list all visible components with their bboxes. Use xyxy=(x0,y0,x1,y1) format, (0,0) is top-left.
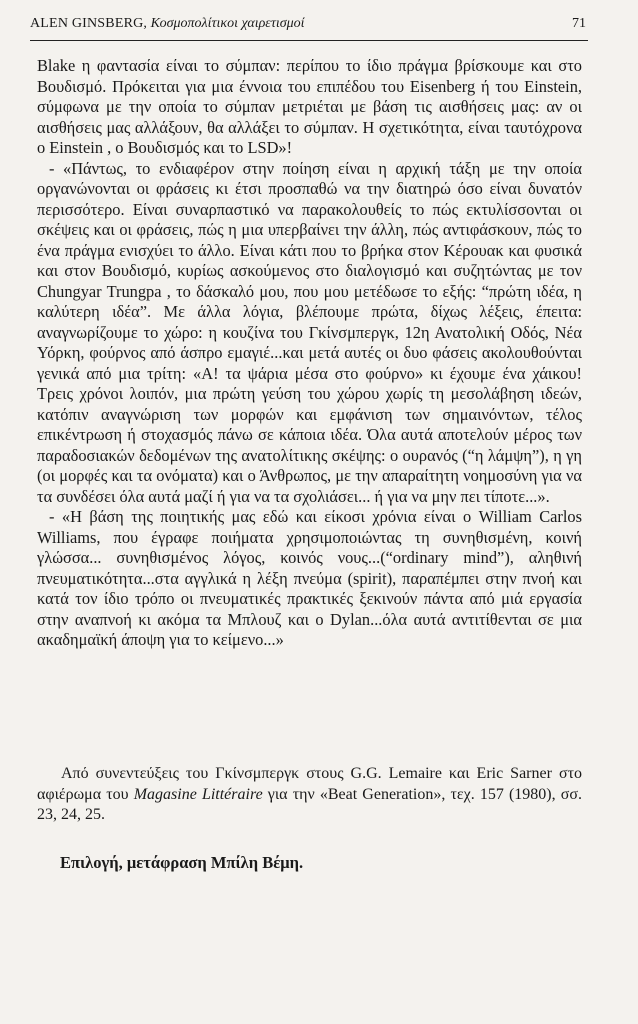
header-rule xyxy=(30,40,588,41)
source-before: Από συνεντεύξεις του Γκίνσμπεργκ στους G.G. Lemaire και Eric Sarner στο αφιέρωμα του xyxy=(37,765,582,803)
source-after: για την «Beat Generation», τεχ. 157 (1980), σσ. 23, 24, 25. xyxy=(37,785,583,823)
body-text xyxy=(37,56,582,651)
translation-credit: Επιλογή, μετάφραση Μπίλη Βέμη. xyxy=(60,853,304,872)
paragraph-1: Blake η φαντασία είναι το σύμπαν: περίπου το ίδιο πράγμα βρίσκουμε και στο Βουδισμό. Πρόκειται για μια έννοια του επιπέδου του Eisenberg ή του Einstein, σύμφωνα με την οποία το σύμπαν μετριέται με βάση τις αισθήσεις μας: αν οι αισθήσεις μας αλλάξουν, θα αλλάξει το σύμπαν. Η σχετικότητα, είναι ταυτόχρονα ο Einstein , ο Βουδισμός και το LSD»! xyxy=(37,56,582,157)
header-author: ALEN GINSBERG, xyxy=(30,16,148,31)
paragraph-3: - «Η βάση της ποιητικής μας εδώ και είκοσι χρόνια είναι ο William Carlos Williams, που έγραφε ποιήματα χρησιμοποιώντας τη συνηθισμένη, κοινή γλώσσα... συνηθισμένος λόγος, κοινός νους...(“ordinary mind”), αληθινή πνευματικότητα...στα αγγλικά η λέξη πνεύμα (spirit), παραπέμπει στην πνοή και κατά τον ίδιο τρόπο οι πνευματικές πρακτικές ξεκινούν πάντα από μιά εργασία στην αναπνοή κι ακόμα τα Μπλουζ και ο Dylan...όλα αυτά αντιτίθενται σε μια ακαδημαϊκή άποψη για το κείμενο...» xyxy=(37,507,582,649)
page-number: 71 xyxy=(572,16,586,31)
paragraph-2: - «Πάντως, το ενδιαφέρον στην ποίηση είναι η αρχική τάξη με την οποία οργανώνονται οι φράσεις κι έτσι προσπαθώ να την διατηρώ όσο είναι δυνατόν περισσότερο. Είναι συναρπαστικό να παρακολουθείς το πώς εκτυλίσσονται οι σκέψεις και οι φράσεις, πώς η μια υπερβαίνει την άλλη, πώς αντιφάσκουν, πώς το ένα πράγμα ενισχύει το άλλο. Είναι κάτι που το βρήκα στον Κέρουακ και φυσικά και στον Βουδισμό, κυρίως ασκούμενος στο διαλογισμό και συζητώντας με τον Chungyar Trungpa , το δάσκαλό μου, που μου μετέδωσε το εξής: “πρώτη ιδέα, η καλύτερη ιδέα”. Με άλλα λόγια, βλέπουμε πρώτα, δίχως λέξεις, έπειτα: αναγνωρίζουμε το χώρο: η κουζίνα του Γκίνσμπεργκ, 12η Ανατολική Οδός, Νέα Υόρκη, φούρνος από άσπρο εμαγιέ...και μετά αυτές οι δυο φάσεις ακολουθούνται γενικά από μια τρίτη: «Α! τα ψάρια μέσα στο φούρνο» κι έχουμε ένα χάικου! Τρεις χρόνοι λοιπόν, μια πρώτη γεύση του χώρου χωρίς τη μεσολάβηση ιδεών, κατόπιν αναγνώριση των μορφών και εμφάνιση των σημαινόντων, τέλος επικέντρωση ή στοχασμός πάνω σε κάποια ιδέα. Όλα αυτά αποτελούν μέρος των παραδοσιακών δεδομένων της ανατολίτικης σκέψης: ο ουρανός (“η λάμψη”), η γη (οι μορφές και τα ονόματα) και ο Άνθρωπος, με την απαραίτητη νοημοσύνη για να τα συνδέσει όλα αυτά μαζί ή για να τα σχολιάσει... ή για να μην πει τίποτε...». xyxy=(37,158,582,506)
running-head xyxy=(30,16,586,32)
source-magazine: Magasine Littéraire xyxy=(133,785,263,803)
source-note xyxy=(37,764,582,826)
running-head-title xyxy=(30,16,305,32)
header-subtitle: Κοσμοπολίτικοι χαιρετισμοί xyxy=(150,16,305,31)
